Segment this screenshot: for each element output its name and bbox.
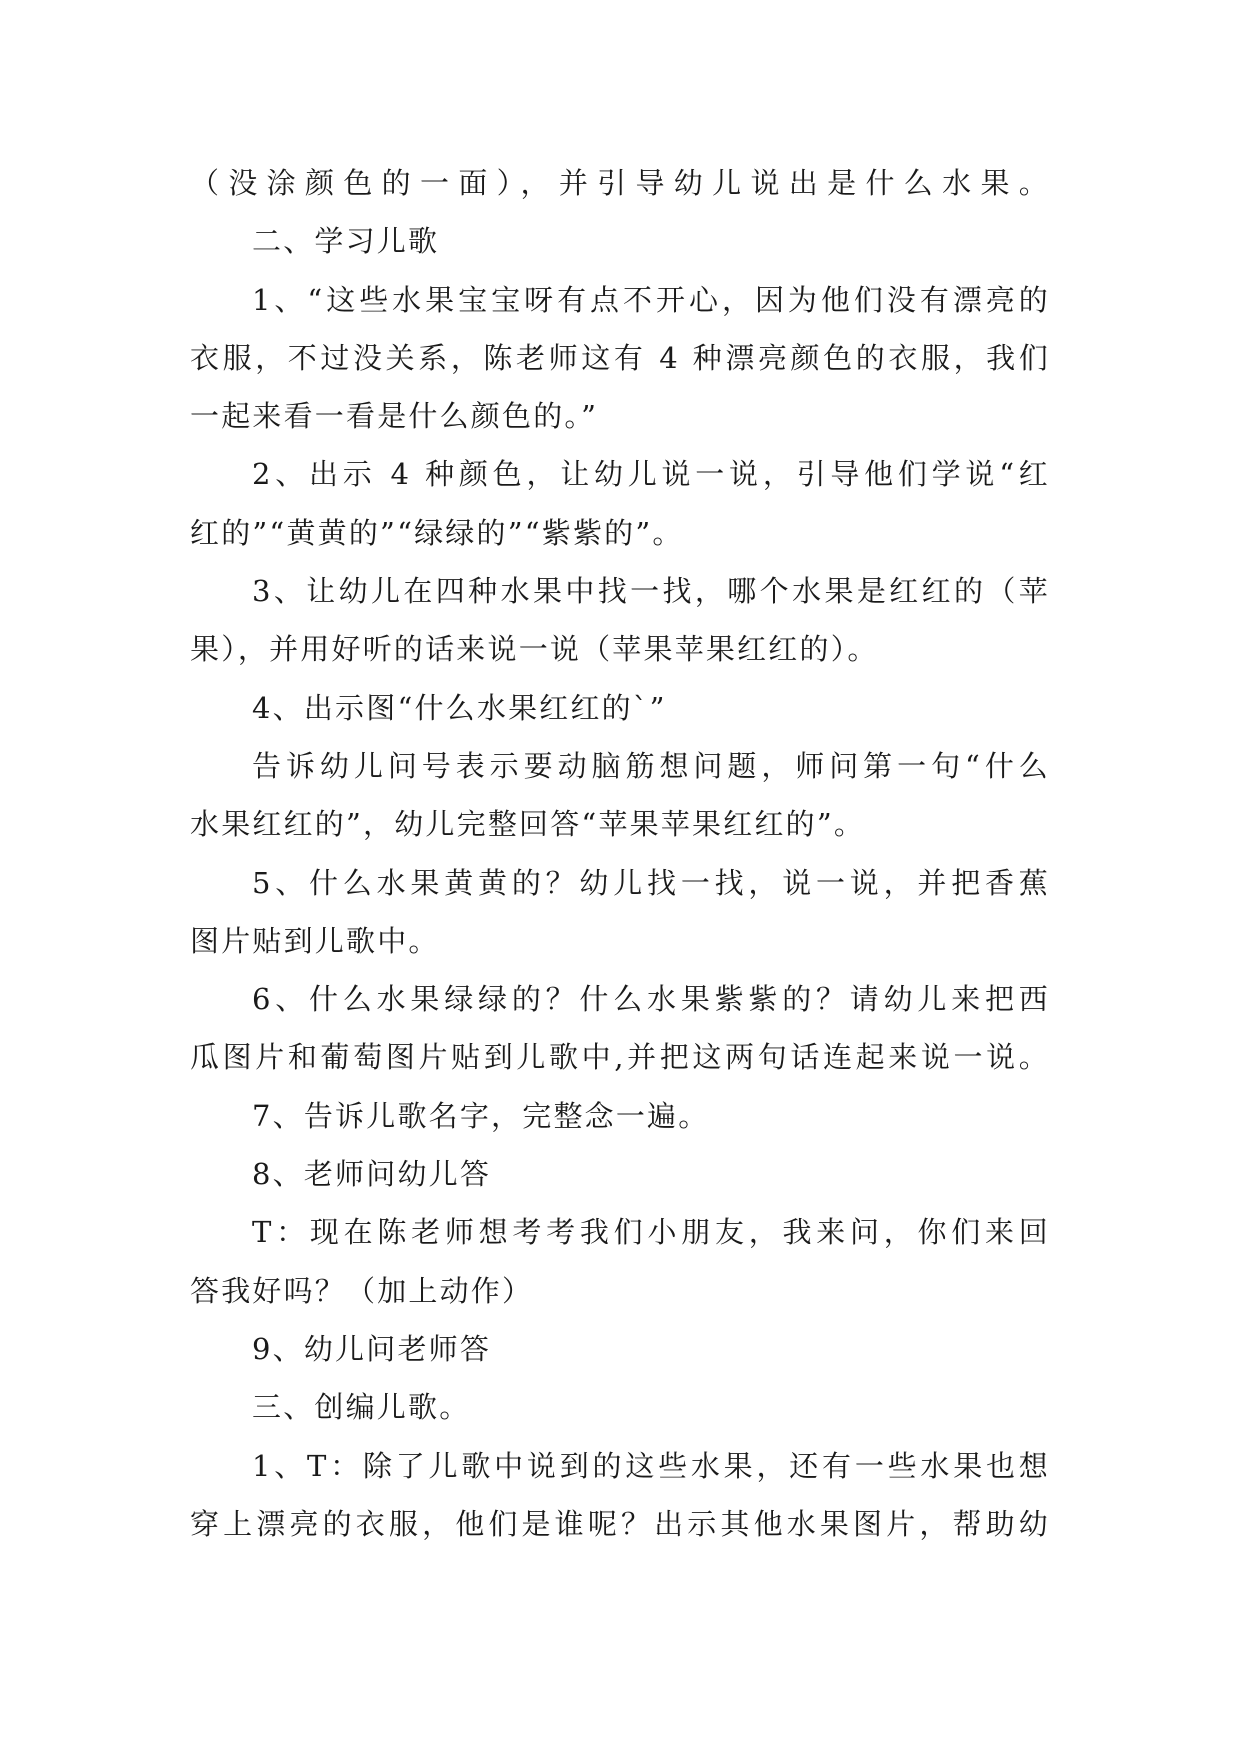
- text-line: 果），并用好听的话来说一说（苹果苹果红红的）。: [190, 632, 879, 667]
- text-line: 1、T：除了儿歌中说到的这些水果，还有一些水果也想: [252, 1448, 1050, 1483]
- body-text: [190, 154, 1050, 1553]
- text-line: 3、让幼儿在四种水果中找一找，哪个水果是红红的（苹: [252, 574, 1050, 609]
- text-line: 红的”“黄黄的”“绿绿的”“紫紫的”。: [190, 515, 684, 550]
- text-line: 穿上漂亮的衣服，他们是谁呢？出示其他水果图片，帮助幼: [190, 1506, 1050, 1541]
- text-line: 4、出示图“什么水果红红的`”: [252, 690, 667, 725]
- text-line: 答我好吗？（加上动作）: [190, 1273, 534, 1308]
- text-line: 8、老师问幼儿答: [252, 1157, 492, 1192]
- text-line: 7、告诉儿歌名字，完整念一遍。: [252, 1098, 710, 1133]
- section-heading: 二、学习儿歌: [252, 224, 440, 259]
- text-line: 一起来看一看是什么颜色的。”: [190, 399, 599, 434]
- text-line: T：现在陈老师想考考我们小朋友，我来问，你们来回: [252, 1215, 1050, 1250]
- text-line: （没涂颜色的一面），并引导幼儿说出是什么水果。: [190, 166, 1050, 200]
- text-line: 瓜图片和葡萄图片贴到儿歌中,并把这两句话连起来说一说。: [190, 1040, 1050, 1075]
- text-line: 图片贴到儿歌中。: [190, 923, 440, 958]
- text-line: 衣服，不过没关系，陈老师这有 4 种漂亮颜色的衣服，我们: [190, 340, 1050, 375]
- text-line: 告诉幼儿问号表示要动脑筋想问题，师问第一句“什么: [252, 748, 1050, 783]
- text-line: 6、什么水果绿绿的？什么水果紫紫的？请幼儿来把西: [252, 982, 1050, 1017]
- text-line: 水果红红的”，幼儿完整回答“苹果苹果红红的”。: [190, 807, 866, 842]
- text-line: 1、“这些水果宝宝呀有点不开心，因为他们没有漂亮的: [252, 282, 1050, 317]
- text-line: 9、幼儿问老师答: [252, 1331, 492, 1366]
- text-line: 5、什么水果黄黄的？幼儿找一找，说一说，并把香蕉: [252, 865, 1050, 900]
- section-heading: 三、创编儿歌。: [252, 1390, 471, 1425]
- text-line: 2、出示 4 种颜色，让幼儿说一说，引导他们学说“红: [252, 457, 1050, 492]
